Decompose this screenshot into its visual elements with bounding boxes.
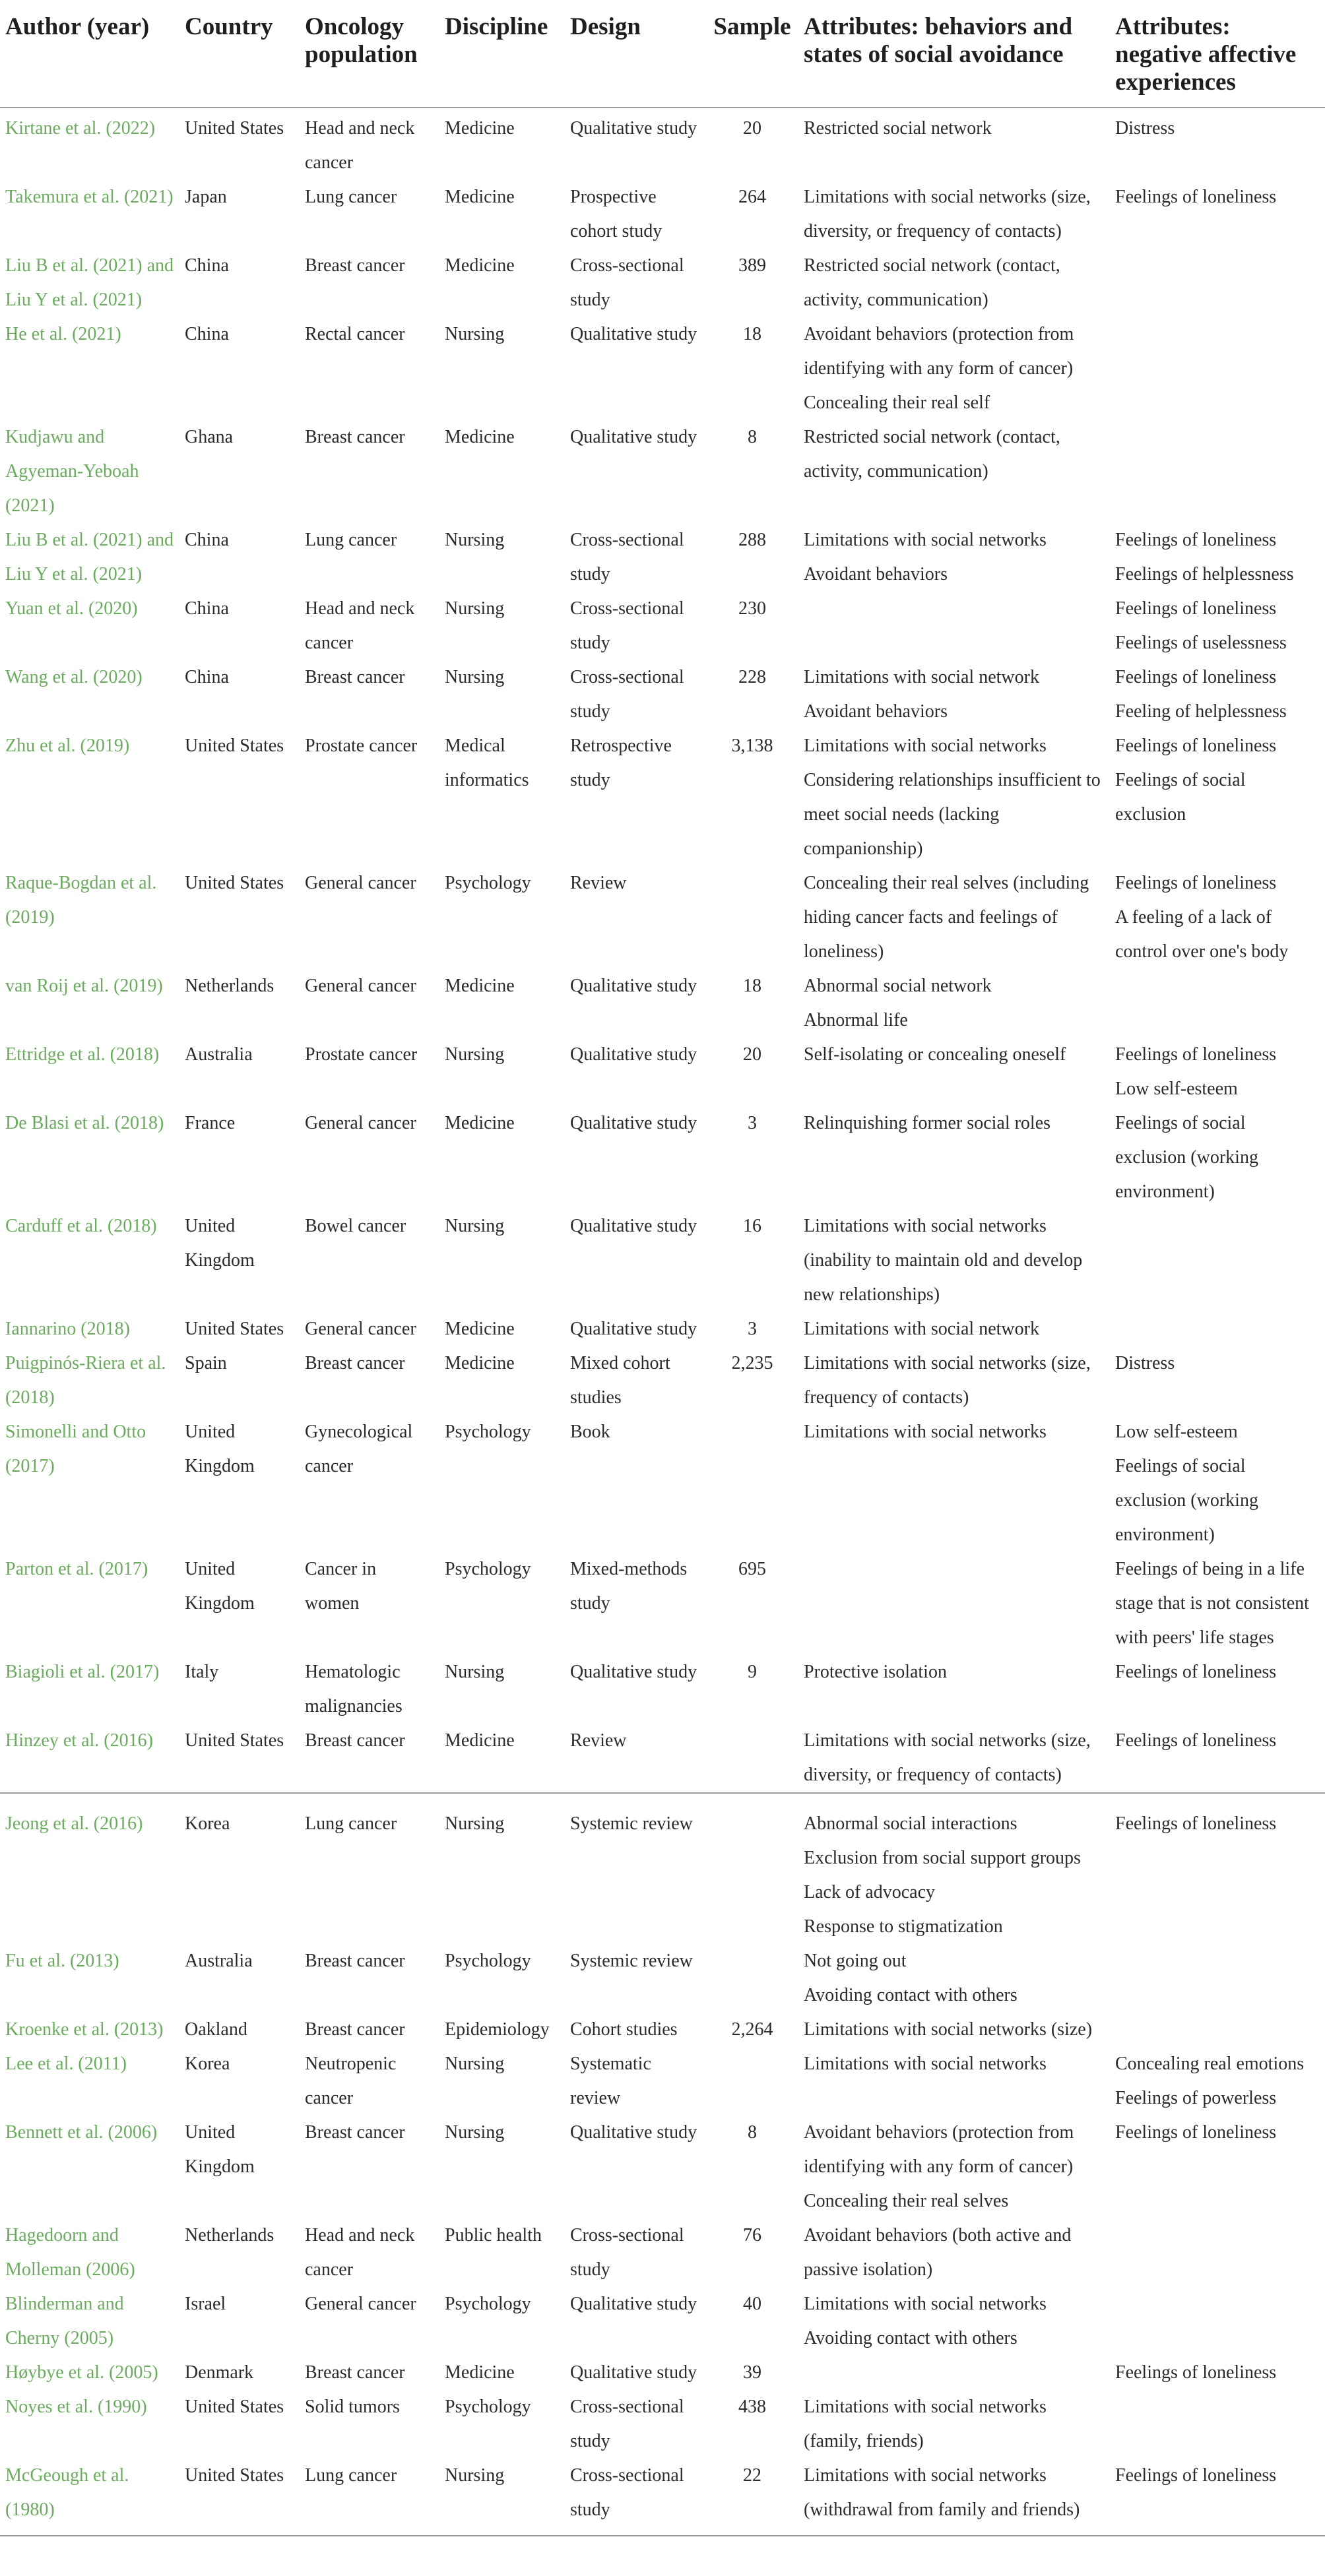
cell-sample: 2,235 <box>731 1353 773 1373</box>
cell-behaviors <box>798 592 1110 660</box>
cell-population: Hematologic malignancies <box>305 1662 403 1716</box>
table-body <box>0 108 1325 2536</box>
header-affective: Attributes: negative affective experiences <box>1110 0 1325 108</box>
cell-discipline: Epidemiology <box>445 2019 550 2040</box>
table-row <box>0 729 1325 866</box>
cell-behaviors: Self-isolating or concealing oneself <box>804 1044 1066 1065</box>
table-row <box>0 180 1325 249</box>
table-row <box>0 1415 1325 1552</box>
cell-affective: Feelings of loneliness <box>1115 187 1277 207</box>
cell-population: Breast cancer <box>305 2122 405 2143</box>
cell-author[interactable]: De Blasi et al. (2018) <box>5 1113 164 1133</box>
cell-design: Review <box>570 873 627 893</box>
cell-author[interactable]: Yuan et al. (2020) <box>5 598 138 619</box>
cell-population: Head and neck cancer <box>305 118 415 173</box>
cell-behaviors <box>798 2356 1110 2390</box>
cell-affective <box>1110 969 1325 1038</box>
cell-population: Lung cancer <box>305 187 397 207</box>
cell-author[interactable]: Liu B et al. (2021) and Liu Y et al. (2021) <box>5 530 174 584</box>
cell-behaviors: Limitations with social networks (size, frequency of contacts) <box>804 1353 1091 1408</box>
cell-author[interactable]: Jeong et al. (2016) <box>0 1793 179 1944</box>
cell-sample: 18 <box>743 976 761 996</box>
header-population: Oncology population <box>300 0 439 108</box>
cell-behaviors: Abnormal social interactions Exclusion from social support groups Lack of advocacy Response to stigmatization <box>798 1793 1110 1944</box>
cell-population: Breast cancer <box>305 2019 405 2040</box>
table-row <box>0 2287 1325 2356</box>
cell-population: General cancer <box>305 976 416 996</box>
table-row <box>0 420 1325 523</box>
cell-affective: Feelings of loneliness Feelings of helplessness <box>1115 530 1294 584</box>
cell-author[interactable]: Kroenke et al. (2013) <box>5 2019 164 2040</box>
cell-population: Bowel cancer <box>305 1216 406 1236</box>
cell-country: Spain <box>185 1353 227 1373</box>
cell-behaviors: Limitations with social networks Avoidant behaviors <box>804 530 1047 584</box>
cell-discipline: Medicine <box>445 255 515 276</box>
cell-sample <box>706 2047 798 2116</box>
cell-population: Head and neck cancer <box>305 2225 415 2280</box>
cell-population: Lung cancer <box>300 2459 439 2536</box>
cell-discipline: Psychology <box>445 1951 531 1971</box>
cell-country: Oakland <box>185 2019 247 2040</box>
cell-country: Netherlands <box>185 976 275 996</box>
cell-sample: 76 <box>743 2225 761 2246</box>
cell-behaviors: Not going out Avoiding contact with others <box>804 1951 1018 2005</box>
cell-population: Breast cancer <box>305 427 405 447</box>
cell-sample <box>706 866 798 969</box>
cell-author[interactable]: Wang et al. (2020) <box>5 667 143 687</box>
header-country: Country <box>179 0 300 108</box>
table-row <box>0 1209 1325 1312</box>
table-row <box>0 2013 1325 2047</box>
table-row <box>0 1346 1325 1415</box>
table-row <box>0 2356 1325 2390</box>
table-row <box>0 249 1325 317</box>
cell-affective: Feelings of loneliness <box>1115 2362 1277 2383</box>
cell-design: Retrospective study <box>570 736 672 790</box>
cell-behaviors: Limitations with social networks (size, diversity, or frequency of contacts) <box>804 1730 1091 1785</box>
cell-affective: Feelings of loneliness Low self-esteem <box>1115 1044 1277 1099</box>
cell-affective <box>1110 1312 1325 1346</box>
cell-population: Cancer in women <box>305 1559 377 1614</box>
cell-design: Systematic review <box>570 2054 651 2108</box>
cell-author[interactable]: Parton et al. (2017) <box>5 1559 148 1579</box>
cell-design: Prospective cohort study <box>570 187 662 241</box>
cell-population: Neutropenic cancer <box>305 2054 397 2108</box>
cell-country: United Kingdom <box>185 1422 255 1476</box>
cell-affective: Feelings of being in a life stage that is not consistent with peers' life stages <box>1115 1559 1309 1648</box>
cell-affective: Feelings of loneliness <box>1110 1793 1325 1944</box>
header-discipline: Discipline <box>439 0 565 108</box>
cell-affective <box>1110 2218 1325 2287</box>
cell-population: Lung cancer <box>305 530 397 550</box>
cell-country: Denmark <box>185 2362 254 2383</box>
cell-discipline: Nursing <box>439 1793 565 1944</box>
cell-author[interactable]: Blinderman and Cherny (2005) <box>5 2294 124 2348</box>
cell-behaviors: Concealing their real selves (including hiding cancer facts and feelings of loneliness) <box>804 873 1089 962</box>
cell-sample: 3,138 <box>731 736 773 756</box>
cell-sample: 40 <box>743 2294 761 2314</box>
cell-country: China <box>185 530 229 550</box>
cell-sample: 438 <box>738 2397 766 2417</box>
cell-behaviors: Protective isolation <box>804 1662 947 1682</box>
cell-behaviors: Limitations with social networks <box>804 2054 1047 2074</box>
cell-design: Systemic review <box>565 1793 706 1944</box>
cell-discipline: Nursing <box>445 2122 505 2143</box>
cell-author[interactable]: Zhu et al. (2019) <box>5 736 130 756</box>
cell-population: Lung cancer <box>300 1793 439 1944</box>
cell-discipline: Public health <box>445 2225 542 2246</box>
cell-sample: 228 <box>738 667 766 687</box>
cell-affective <box>1110 249 1325 317</box>
cell-design: Book <box>570 1422 610 1442</box>
cell-behaviors: Limitations with social networks (inability to maintain old and develop new relationships) <box>804 1216 1083 1305</box>
cell-population: General cancer <box>305 873 416 893</box>
cell-country: United States <box>185 2397 284 2417</box>
cell-affective: Feelings of loneliness <box>1110 2459 1325 2536</box>
cell-behaviors: Limitations with social networks Considering relationships insufficient to meet social needs (lacking companionship) <box>804 736 1101 859</box>
cell-behaviors: Limitations with social network <box>804 1319 1039 1339</box>
cell-discipline: Nursing <box>445 530 505 550</box>
cell-population: Head and neck cancer <box>305 598 415 653</box>
cell-design: Qualitative study <box>570 1662 697 1682</box>
cell-country: United Kingdom <box>185 2122 255 2177</box>
cell-affective <box>1110 420 1325 523</box>
cell-author[interactable]: Biagioli et al. (2017) <box>5 1662 160 1682</box>
cell-discipline: Nursing <box>445 1216 505 1236</box>
cell-design: Qualitative study <box>570 2362 697 2383</box>
cell-design: Cross-sectional study <box>570 667 684 722</box>
table-row <box>0 2459 1325 2536</box>
cell-author[interactable]: Iannarino (2018) <box>5 1319 130 1339</box>
cell-country: Korea <box>179 1793 300 1944</box>
cell-design: Cross-sectional study <box>570 530 684 584</box>
cell-sample: 9 <box>748 1662 757 1682</box>
cell-country: France <box>185 1113 236 1133</box>
cell-discipline: Medicine <box>445 187 515 207</box>
cell-population: Breast cancer <box>305 667 405 687</box>
cell-behaviors: Relinquishing former social roles <box>804 1113 1051 1133</box>
cell-affective: Feelings of loneliness <box>1115 2122 1277 2143</box>
cell-population: Breast cancer <box>305 1730 405 1751</box>
cell-author[interactable]: Simonelli and Otto (2017) <box>5 1422 146 1476</box>
cell-discipline: Medicine <box>445 1319 515 1339</box>
cell-behaviors: Limitations with social networks Avoiding contact with others <box>804 2294 1047 2348</box>
cell-affective <box>1110 1209 1325 1312</box>
header-row <box>0 0 1325 108</box>
table-row <box>0 969 1325 1038</box>
header-behaviors: Attributes: behaviors and states of social avoidance <box>798 0 1110 108</box>
cell-discipline: Nursing <box>445 598 505 619</box>
cell-sample: 2,264 <box>731 2019 773 2040</box>
table-row <box>0 1655 1325 1724</box>
cell-sample: 389 <box>738 255 766 276</box>
cell-sample: 18 <box>743 324 761 344</box>
cell-country: United Kingdom <box>185 1216 255 1271</box>
cell-country: Australia <box>185 1044 253 1065</box>
table-row <box>0 866 1325 969</box>
cell-sample: 288 <box>738 530 766 550</box>
table-row <box>0 1552 1325 1655</box>
cell-country: United States <box>185 873 284 893</box>
cell-country: Ghana <box>185 427 234 447</box>
cell-design: Qualitative study <box>570 1319 697 1339</box>
cell-sample: 39 <box>743 2362 761 2383</box>
cell-country: China <box>185 324 229 344</box>
cell-design: Cross-sectional study <box>570 2225 684 2280</box>
cell-discipline: Psychology <box>445 873 531 893</box>
table-row <box>0 1724 1325 1793</box>
cell-design: Qualitative study <box>570 1216 697 1236</box>
cell-population: Prostate cancer <box>305 1044 418 1065</box>
cell-discipline: Medicine <box>445 1730 515 1751</box>
cell-behaviors: Abnormal social network Abnormal life <box>804 976 992 1030</box>
table-row <box>0 1038 1325 1106</box>
table-row <box>0 592 1325 660</box>
cell-affective <box>1110 2390 1325 2459</box>
cell-design: Qualitative study <box>570 324 697 344</box>
cell-design: Mixed cohort studies <box>570 1353 670 1408</box>
cell-country: Korea <box>185 2054 230 2074</box>
table-row <box>0 1312 1325 1346</box>
cell-author[interactable]: McGeough et al. (1980) <box>0 2459 179 2536</box>
cell-population: Rectal cancer <box>305 324 405 344</box>
cell-affective: Low self-esteem Feelings of social exclusion (working environment) <box>1115 1422 1258 1545</box>
cell-population: General cancer <box>305 1319 416 1339</box>
cell-country: United States <box>179 2459 300 2536</box>
cell-discipline: Psychology <box>445 1422 531 1442</box>
cell-sample: 8 <box>748 2122 757 2143</box>
cell-affective <box>1110 2287 1325 2356</box>
cell-country: Israel <box>185 2294 226 2314</box>
cell-discipline: Nursing <box>445 324 505 344</box>
table-row <box>0 2390 1325 2459</box>
cell-country: China <box>185 598 229 619</box>
cell-discipline: Psychology <box>445 2294 531 2314</box>
cell-behaviors: Avoidant behaviors (protection from identifying with any form of cancer) Concealing their real self <box>804 324 1074 413</box>
cell-sample: 3 <box>748 1319 757 1339</box>
cell-author[interactable]: Høybye et al. (2005) <box>5 2362 158 2383</box>
cell-design: Cross-sectional study <box>570 598 684 653</box>
cell-design: Qualitative study <box>570 976 697 996</box>
cell-affective <box>1110 317 1325 420</box>
cell-sample: 20 <box>743 1044 761 1065</box>
cell-design: Cohort studies <box>570 2019 678 2040</box>
cell-author[interactable]: Raque-Bogdan et al. (2019) <box>5 873 157 927</box>
cell-author[interactable]: Liu B et al. (2021) and Liu Y et al. (2021) <box>5 255 174 310</box>
cell-sample <box>706 1415 798 1552</box>
cell-behaviors: Limitations with social networks <box>804 1422 1047 1442</box>
cell-sample: 8 <box>748 427 757 447</box>
cell-sample: 16 <box>743 1216 761 1236</box>
cell-affective: Feelings of loneliness A feeling of a lack of control over one's body <box>1115 873 1289 962</box>
table-row <box>0 523 1325 592</box>
table-row <box>0 108 1325 180</box>
cell-affective: Feelings of loneliness Feelings of uselessness <box>1115 598 1287 653</box>
cell-sample <box>706 1944 798 2013</box>
cell-affective: Feelings of loneliness Feelings of social exclusion <box>1115 736 1277 825</box>
cell-discipline: Nursing <box>445 1662 505 1682</box>
cell-population: Solid tumors <box>305 2397 400 2417</box>
cell-design: Qualitative study <box>570 2122 697 2143</box>
cell-behaviors: Avoidant behaviors (both active and passive isolation) <box>804 2225 1072 2280</box>
cell-design: Review <box>570 1730 627 1751</box>
header-design: Design <box>565 0 706 108</box>
cell-affective: Feelings of loneliness <box>1115 1662 1277 1682</box>
cell-design: Qualitative study <box>570 118 697 139</box>
cell-author[interactable]: Hagedoorn and Molleman (2006) <box>5 2225 135 2280</box>
table-row <box>0 1106 1325 1209</box>
cell-author[interactable]: Ettridge et al. (2018) <box>5 1044 160 1065</box>
cell-design: Qualitative study <box>570 427 697 447</box>
cell-population: Breast cancer <box>305 1353 405 1373</box>
table-row <box>0 2116 1325 2218</box>
cell-behaviors: Limitations with social networks (family, friends) <box>804 2397 1047 2451</box>
cell-discipline: Medicine <box>445 976 515 996</box>
cell-discipline: Nursing <box>439 2459 565 2536</box>
cell-affective: Distress <box>1115 1353 1175 1373</box>
cell-author[interactable]: Fu et al. (2013) <box>5 1951 119 1971</box>
table-row <box>0 1793 1325 1944</box>
cell-affective <box>1110 1944 1325 2013</box>
cell-sample: 695 <box>738 1559 766 1579</box>
header-author: Author (year) <box>0 0 179 108</box>
cell-country: Italy <box>185 1662 219 1682</box>
cell-discipline: Psychology <box>445 2397 531 2417</box>
cell-country: Australia <box>185 1951 253 1971</box>
cell-sample: 264 <box>738 187 766 207</box>
cell-design: Qualitative study <box>570 2294 697 2314</box>
cell-behaviors <box>798 1552 1110 1655</box>
cell-author[interactable]: Puigpinós-Riera et al. (2018) <box>5 1353 166 1408</box>
cell-design: Cross-sectional study <box>565 2459 706 2536</box>
cell-discipline: Medicine <box>445 1353 515 1373</box>
cell-affective: Distress <box>1115 118 1175 139</box>
cell-design: Mixed-methods study <box>570 1559 688 1614</box>
header-sample: Sample <box>706 0 798 108</box>
cell-discipline: Medicine <box>445 427 515 447</box>
cell-population: General cancer <box>305 2294 416 2314</box>
cell-behaviors: Avoidant behaviors (protection from identifying with any form of cancer) Concealing their real selves <box>804 2122 1074 2211</box>
cell-behaviors: Limitations with social networks (withdrawal from family and friends) <box>798 2459 1110 2536</box>
cell-country: United States <box>185 1730 284 1751</box>
cell-design: Systemic review <box>570 1951 693 1971</box>
cell-author[interactable]: Kirtane et al. (2022) <box>5 118 156 139</box>
table-row <box>0 2218 1325 2287</box>
cell-sample <box>706 1724 798 1793</box>
cell-behaviors: Restricted social network (contact, activity, communication) <box>804 255 1060 310</box>
cell-discipline: Medicine <box>445 118 515 139</box>
cell-behaviors: Restricted social network (contact, activity, communication) <box>804 427 1060 482</box>
cell-affective <box>1110 2013 1325 2047</box>
cell-country: United States <box>185 1319 284 1339</box>
cell-population: Breast cancer <box>305 2362 405 2383</box>
cell-sample: 230 <box>738 598 766 619</box>
cell-author[interactable]: Lee et al. (2011) <box>5 2054 127 2074</box>
cell-discipline: Psychology <box>445 1559 531 1579</box>
cell-affective: Concealing real emotions Feelings of powerless <box>1115 2054 1305 2108</box>
cell-behaviors: Limitations with social network Avoidant behaviors <box>804 667 1039 722</box>
cell-design: Qualitative study <box>570 1044 697 1065</box>
cell-sample: 22 <box>706 2459 798 2536</box>
cell-author[interactable]: Kudjawu and Agyeman-Yeboah (2021) <box>5 427 139 516</box>
cell-country: Netherlands <box>185 2225 275 2246</box>
cell-discipline: Nursing <box>445 2054 505 2074</box>
cell-country: United States <box>185 118 284 139</box>
cell-population: Breast cancer <box>305 255 405 276</box>
cell-author[interactable]: Noyes et al. (1990) <box>5 2397 147 2417</box>
cell-discipline: Nursing <box>445 667 505 687</box>
cell-population: Breast cancer <box>305 1951 405 1971</box>
cell-sample <box>706 1793 798 1944</box>
cell-design: Cross-sectional study <box>570 255 684 310</box>
cell-author[interactable]: He et al. (2021) <box>5 324 121 344</box>
cell-discipline: Medicine <box>445 2362 515 2383</box>
cell-country: China <box>185 255 229 276</box>
cell-author[interactable]: van Roij et al. (2019) <box>5 976 163 996</box>
table-row <box>0 317 1325 420</box>
cell-country: United States <box>185 736 284 756</box>
cell-population: General cancer <box>305 1113 416 1133</box>
cell-affective: Feelings of social exclusion (working environment) <box>1115 1113 1258 1202</box>
cell-discipline: Medicine <box>445 1113 515 1133</box>
cell-sample: 3 <box>748 1113 757 1133</box>
cell-design: Qualitative study <box>570 1113 697 1133</box>
cell-behaviors: Limitations with social networks (size) <box>804 2019 1093 2040</box>
cell-country: China <box>185 667 229 687</box>
cell-affective: Feelings of loneliness Feeling of helplessness <box>1115 667 1287 722</box>
table-row <box>0 660 1325 729</box>
cell-author[interactable]: Carduff et al. (2018) <box>5 1216 157 1236</box>
cell-behaviors: Restricted social network <box>804 118 992 139</box>
cell-population: Gynecological cancer <box>305 1422 413 1476</box>
table-row <box>0 1944 1325 2013</box>
cell-country: Japan <box>185 187 227 207</box>
cell-author[interactable]: Hinzey et al. (2016) <box>5 1730 153 1751</box>
cell-author[interactable]: Bennett et al. (2006) <box>5 2122 158 2143</box>
cell-discipline: Medical informatics <box>445 736 529 790</box>
cell-population: Prostate cancer <box>305 736 418 756</box>
cell-country: United Kingdom <box>185 1559 255 1614</box>
table-row <box>0 2047 1325 2116</box>
cell-discipline: Nursing <box>445 1044 505 1065</box>
cell-affective: Feelings of loneliness <box>1115 1730 1277 1751</box>
table-header <box>0 0 1325 108</box>
cell-design: Cross-sectional study <box>570 2397 684 2451</box>
cell-sample: 20 <box>743 118 761 139</box>
cell-author[interactable]: Takemura et al. (2021) <box>5 187 174 207</box>
cell-behaviors: Limitations with social networks (size, diversity, or frequency of contacts) <box>804 187 1091 241</box>
